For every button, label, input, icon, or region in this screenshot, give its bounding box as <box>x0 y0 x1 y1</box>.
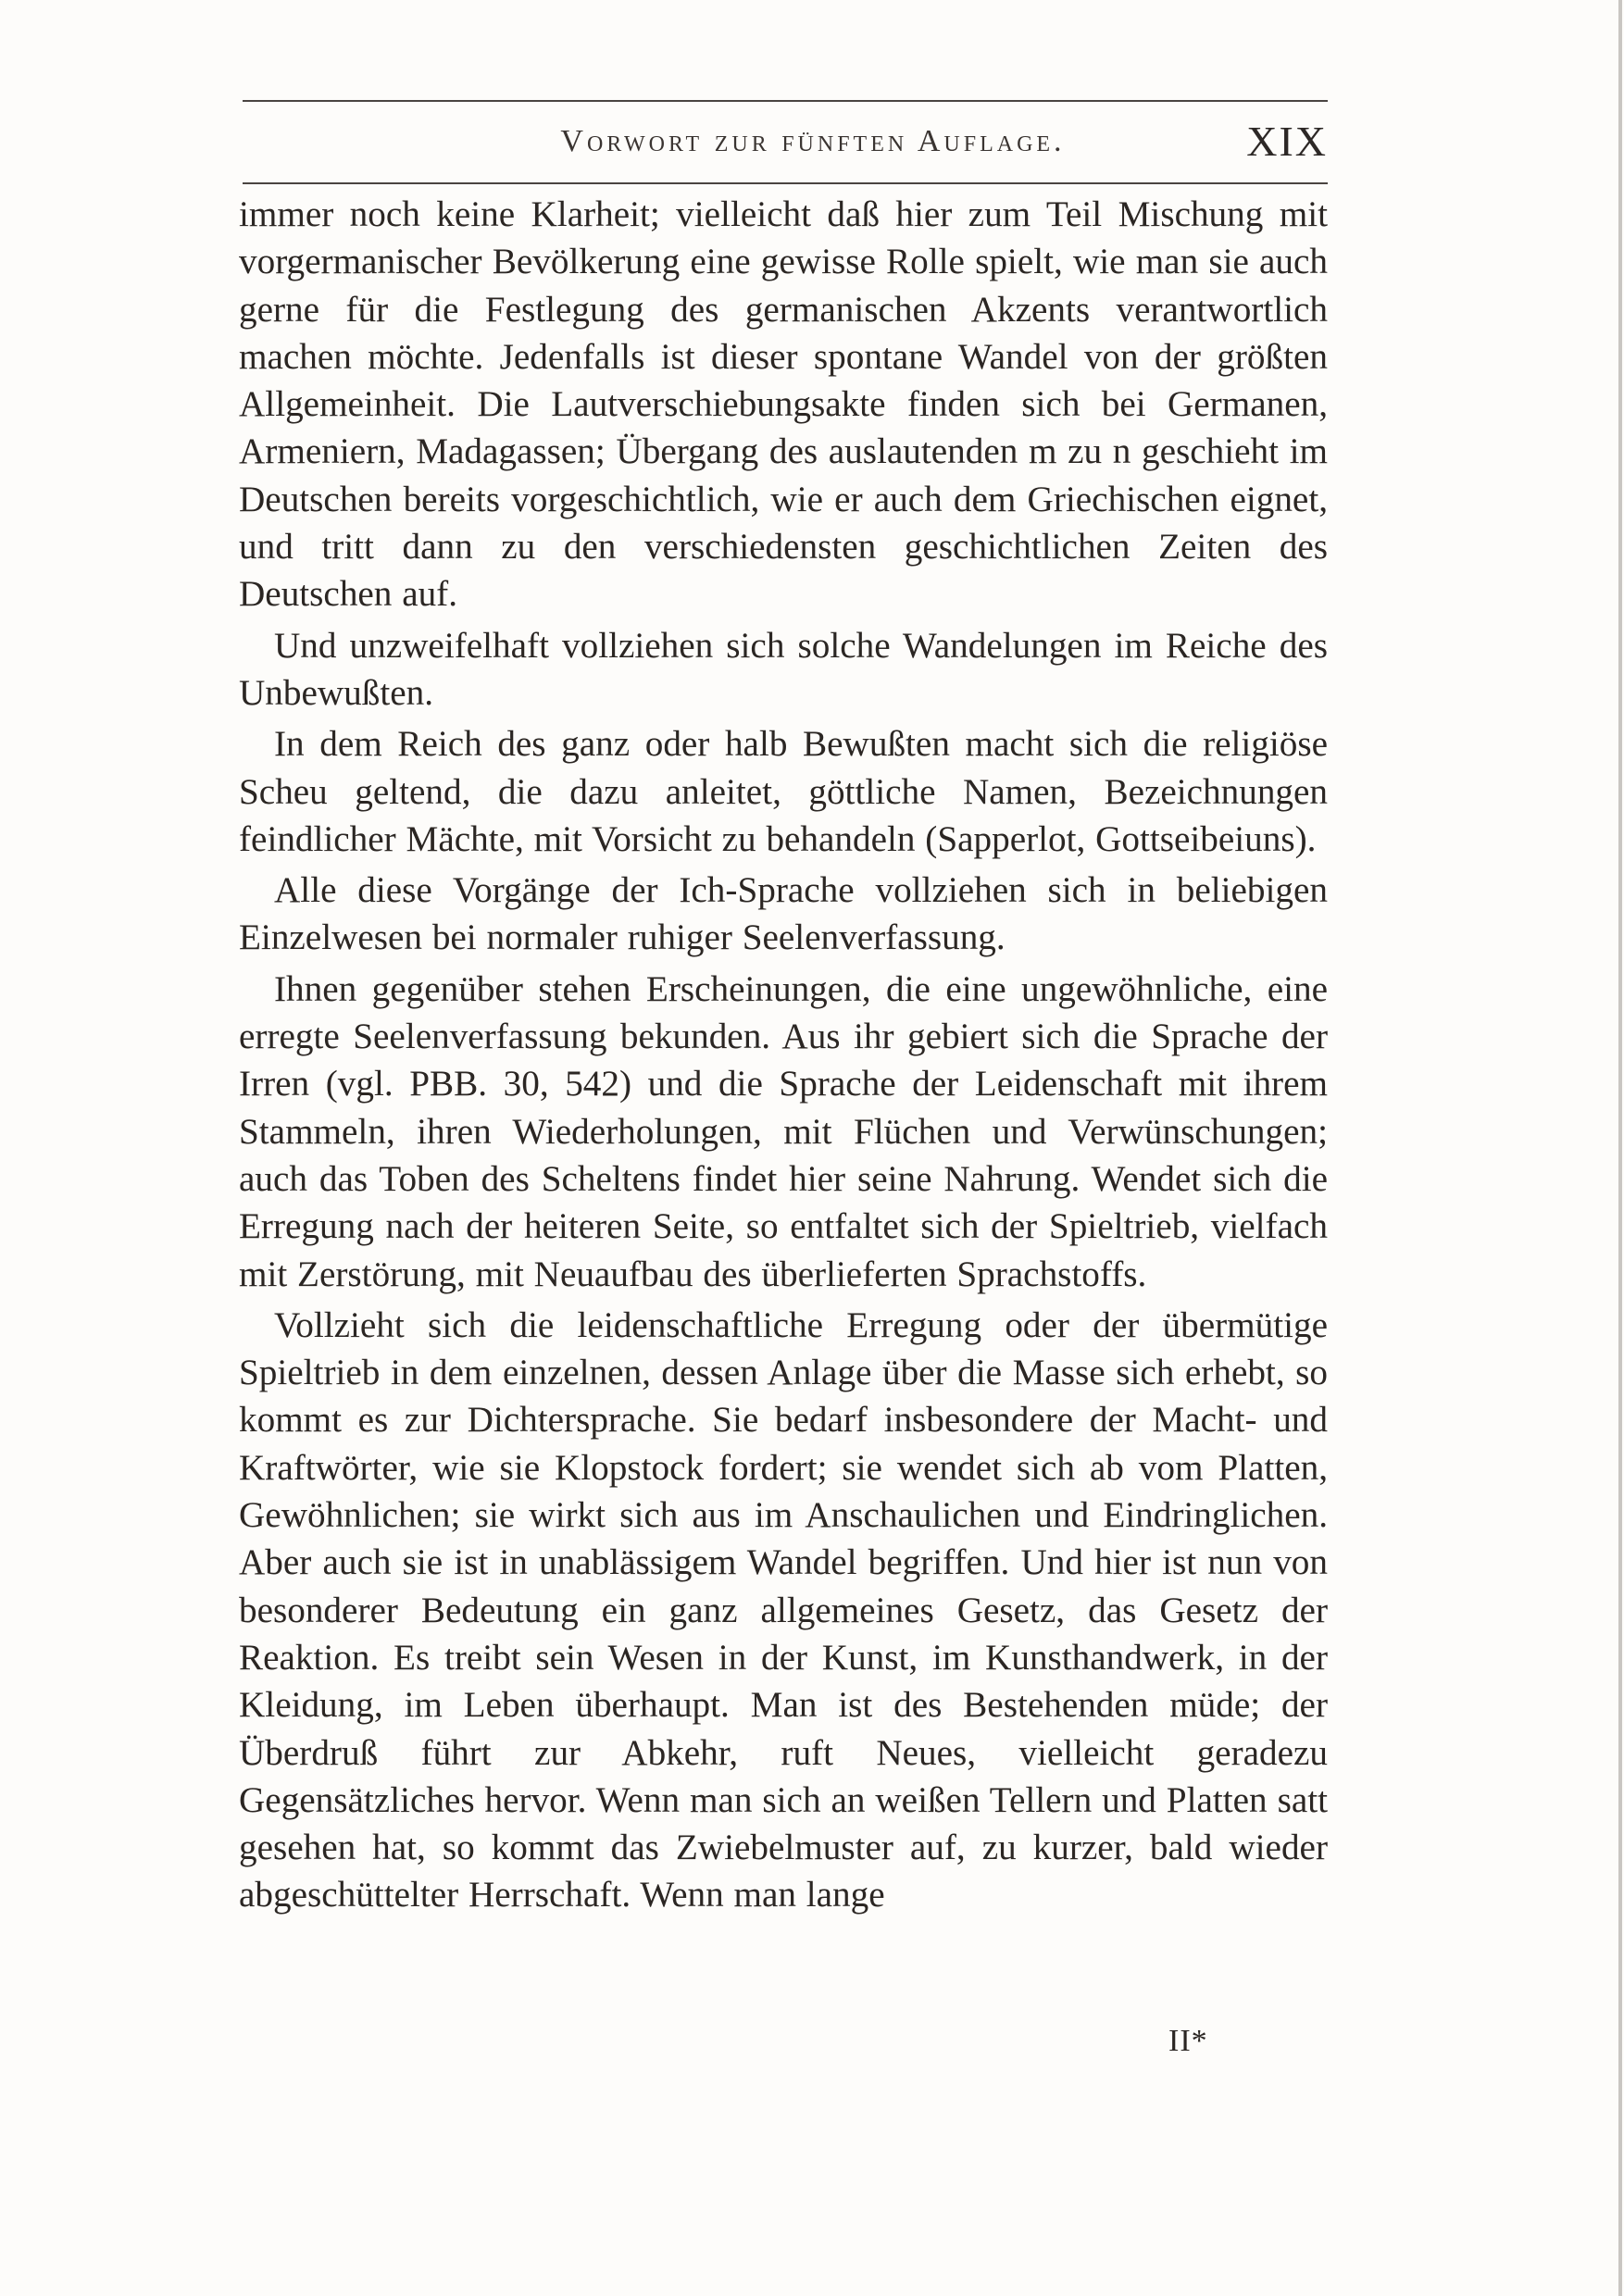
paragraph-2: Und unzweifelhaft vollziehen sich solche Wandelungen im Reiche des Unbewußten. <box>239 625 1328 713</box>
page-number: XIX <box>1246 118 1328 165</box>
paragraph-4: Alle diese Vorgänge der Ich-Sprache vollziehen sich in beliebigen Einzelwesen bei normaler ruhiger Seelenverfassung. <box>239 870 1328 958</box>
paragraph-6: Vollzieht sich die leidenschaftliche Erregung oder der übermütige Spieltrieb in dem einzelnen, dessen Anlage über die Masse sich erhebt, so kommt es zur Dichtersprache. Sie bedarf insbesondere der Macht- und Kraftwörter, wie sie Klopstock fordert; sie wendet sich ab vom Platten, Gewöhnlichen; sie wirkt sich aus im Anschaulichen und Eindringlichen. Aber auch sie ist in unablässigem Wandel begriffen. Und hier ist nun von besonderer Bedeutung ein ganz allgemeines Gesetz, das Gesetz der Reaktion. Es treibt sein Wesen in der Kunst, im Kunsthandwerk, in der Kleidung, im Leben überhaupt. Man ist des Bestehenden müde; der Überdruß führt zur Abkehr, ruft Neues, vielleicht geradezu Gegensätzliches hervor. Wenn man sich an weißen Tellern und Platten satt gesehen hat, so kommt das Zwiebelmuster auf, zu kurzer, bald wieder abgeschüttelter Herrschaft. Wenn man lange <box>239 1304 1328 1915</box>
header-rule-top <box>243 100 1328 102</box>
paragraph-5: Ihnen gegenüber stehen Erscheinungen, die eine ungewöhnliche, eine erregte Seelenverfassung bekunden. Aus ihr gebiert sich die Sprache der Irren (vgl. PBB. 30, 542) und die Sprache der Leidenschaft mit ihrem Stammeln, ihren Wiederholungen, mit Flüchen und Verwünschungen; auch das Toben des Scheltens findet hier seine Nahrung. Wendet sich die Erregung nach der heiteren Seite, so entfaltet sich der Spieltrieb, vielfach mit Zerstörung, mit Neuaufbau des überlieferten Sprachstoffs. <box>239 968 1328 1294</box>
paragraph-1: immer noch keine Klarheit; vielleicht daß hier zum Teil Mischung mit vorgermanischer Bevölkerung eine gewisse Rolle spielt, wie man sie auch gerne für die Festlegung des germanischen Akzents verantwortlich machen möchte. Jedenfalls ist dieser spontane Wandel von der größten Allgemeinheit. Die Lautverschiebungsakte finden sich bei Germanen, Armeniern, Madagassen; Übergang des auslautenden m zu n geschieht im Deutschen bereits vorgeschichtlich, wie er auch dem Griechischen eignet, und tritt dann zu den verschiedensten geschichtlichen Zeiten des Deutschen auf. <box>239 194 1328 615</box>
header-rule-bottom <box>243 182 1328 184</box>
scan-edge <box>1618 0 1622 2296</box>
paragraph-3: In dem Reich des ganz oder halb Bewußten macht sich die religiöse Scheu geltend, die dazu anleitet, göttliche Namen, Bezeichnungen feindlicher Mächte, mit Vorsicht zu behandeln (Sapperlot, Gottseibeiuns). <box>239 724 1328 859</box>
body-text <box>239 191 1328 1919</box>
running-head-title: Vorwort zur fünften Auflage. <box>560 124 1066 158</box>
signature-mark: II* <box>1168 2024 1208 2058</box>
running-head <box>243 117 1328 170</box>
